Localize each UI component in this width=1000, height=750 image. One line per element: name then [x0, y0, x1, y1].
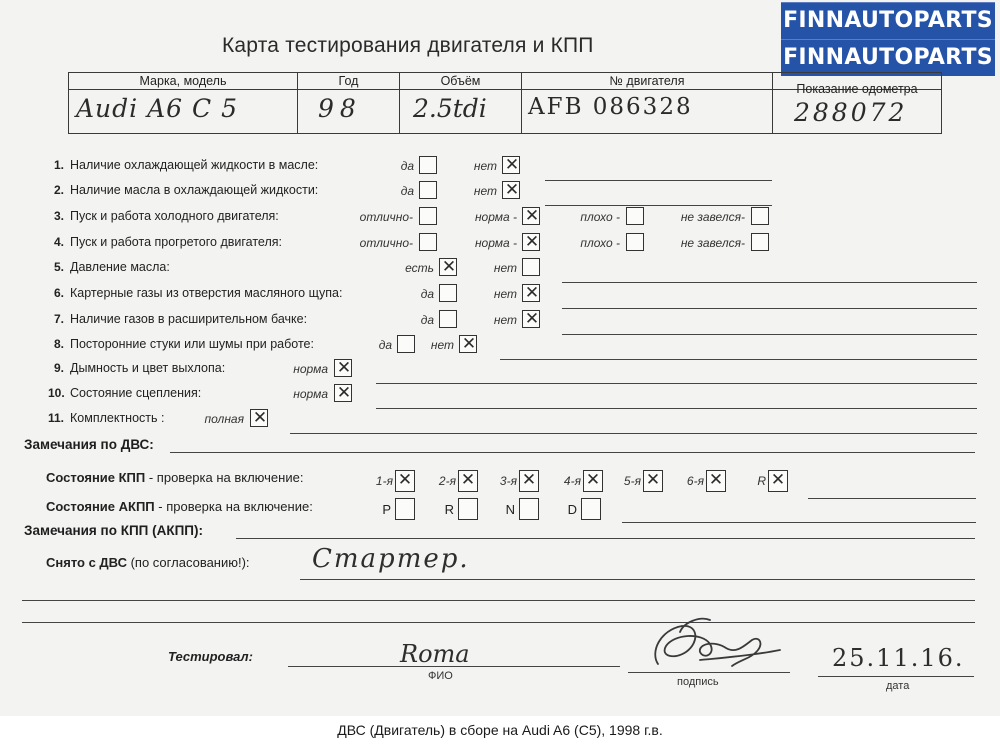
item-number: 3. — [53, 209, 64, 223]
removed-label — [46, 555, 250, 570]
gear-label: 1-я — [375, 474, 393, 488]
option-label: полная — [204, 412, 244, 426]
date-value: 25.11.16. — [832, 644, 965, 672]
watermark-logo: FINNAUTOPARTS — [781, 2, 995, 39]
answer-line — [562, 282, 977, 283]
akpp-line — [622, 522, 976, 523]
engine-value: AFB 086328 — [528, 94, 693, 120]
checkmark-icon: ✕ — [336, 383, 352, 403]
removed-label-rest: (по согласованию!): — [126, 555, 250, 570]
option-label: да — [400, 159, 414, 173]
option-label: есть — [405, 261, 434, 275]
photo-caption: ДВС (Двигатель) в сборе на Audi A6 (C5), 1998 г.в. — [337, 722, 663, 738]
option-label: да — [420, 287, 434, 301]
option-label: нет — [473, 184, 497, 198]
option-label: плохо - — [580, 210, 620, 224]
option-label: норма - — [474, 236, 517, 250]
item-number: 9. — [53, 361, 64, 375]
gear-checkbox[interactable] — [581, 498, 601, 520]
option-checkbox[interactable] — [522, 258, 540, 276]
option-label: не завелся- — [680, 210, 745, 224]
checkmark-icon: ✕ — [770, 470, 786, 490]
option-label: нет — [430, 338, 454, 352]
gear-label: 2-я — [438, 474, 456, 488]
item-label: Комплектность : — [70, 411, 165, 425]
fio-label: ФИО — [428, 670, 453, 682]
kpp-label — [46, 470, 303, 485]
option-checkbox[interactable] — [751, 233, 769, 251]
checkmark-icon: ✕ — [524, 206, 540, 226]
option-label: норма - — [474, 210, 517, 224]
kpp-remarks-label: Замечания по КПП (АКПП): — [24, 523, 203, 538]
answer-line — [290, 433, 977, 434]
signature-label: подпись — [677, 676, 719, 688]
year-value: 98 — [318, 94, 362, 123]
kpp-label-rest: - проверка на включение: — [145, 470, 304, 485]
checkmark-icon: ✕ — [524, 232, 540, 252]
make-label: Марка, модель — [139, 74, 227, 88]
answer-line — [545, 205, 772, 206]
option-label: нет — [473, 159, 497, 173]
option-label: норма — [293, 387, 328, 401]
item-number: 8. — [53, 337, 64, 351]
answer-line — [376, 408, 977, 409]
item-label: Картерные газы из отверстия масляного щупа: — [70, 286, 343, 300]
gear-label: 5-я — [623, 474, 641, 488]
checkmark-icon: ✕ — [397, 470, 413, 490]
engine-remarks-line — [170, 452, 975, 453]
item-number: 5. — [53, 260, 64, 274]
checkmark-icon: ✕ — [252, 408, 268, 428]
checkmark-icon: ✕ — [504, 155, 520, 175]
item-label: Дымность и цвет выхлопа: — [70, 361, 226, 375]
gear-label: 4-я — [563, 474, 581, 488]
option-label: отлично- — [359, 236, 413, 250]
kpp-label-bold: Состояние КПП — [46, 470, 146, 485]
checkmark-icon: ✕ — [585, 470, 601, 490]
item-label: Наличие охлаждающей жидкости в масле: — [70, 158, 319, 172]
watermark-logo-2: FINNAUTOPARTS — [781, 39, 995, 76]
checkmark-icon: ✕ — [524, 283, 540, 303]
checkmark-icon: ✕ — [336, 358, 352, 378]
gear-label: 6-я — [686, 474, 704, 488]
option-label: нет — [493, 313, 517, 327]
akpp-label-rest: - проверка на включение: — [154, 499, 313, 514]
option-checkbox[interactable] — [751, 207, 769, 225]
option-label: нет — [493, 261, 517, 275]
kpp-remarks-line — [236, 538, 975, 539]
answer-line — [500, 359, 977, 360]
option-label: отлично- — [359, 210, 413, 224]
card-title: Карта тестирования двигателя и КПП — [222, 34, 594, 57]
make-value: Audi A6 C 5 — [76, 94, 238, 123]
removed-value: Стартер. — [312, 544, 470, 574]
engine-label: № двигателя — [609, 74, 685, 88]
vehicle-header-table — [68, 72, 942, 134]
option-label: плохо - — [580, 236, 620, 250]
item-number: 1. — [53, 158, 64, 172]
item-label: Посторонние стуки или шумы при работе: — [70, 337, 314, 351]
option-label: не завелся- — [680, 236, 745, 250]
checkmark-icon: ✕ — [524, 309, 540, 329]
option-label: нет — [493, 287, 517, 301]
item-label: Пуск и работа прогретого двигателя: — [70, 235, 282, 249]
item-number: 11. — [48, 411, 65, 425]
option-checkbox[interactable] — [626, 207, 644, 225]
year-label: Год — [338, 74, 359, 88]
item-number: 10. — [48, 386, 65, 400]
akpp-label — [46, 499, 313, 514]
item-label: Пуск и работа холодного двигателя: — [70, 209, 279, 223]
odometer-value: 288072 — [794, 98, 908, 127]
checkmark-icon: ✕ — [461, 334, 477, 354]
removed-line — [300, 579, 975, 580]
tested-label: Тестировал: — [168, 649, 253, 664]
checkmark-icon: ✕ — [708, 470, 724, 490]
removed-label-bold: Снято с ДВС — [46, 555, 127, 570]
option-checkbox[interactable] — [626, 233, 644, 251]
akpp-label-bold: Состояние АКПП — [46, 499, 155, 514]
checkmark-icon: ✕ — [460, 470, 476, 490]
gear-label: D — [567, 502, 577, 517]
item-number: 4. — [53, 235, 64, 249]
answer-line — [376, 383, 977, 384]
kpp-line — [808, 498, 976, 499]
gear-label: P — [382, 502, 391, 517]
date-label: дата — [886, 680, 910, 692]
checkmark-icon: ✕ — [521, 470, 537, 490]
option-label: да — [378, 338, 392, 352]
checkmark-icon: ✕ — [504, 180, 520, 200]
item-label: Давление масла: — [70, 260, 170, 274]
fio-line — [288, 666, 620, 667]
item-label: Состояние сцепления: — [70, 386, 202, 400]
checkmark-icon: ✕ — [441, 257, 457, 277]
tester-value: Roma — [400, 640, 470, 668]
item-number: 2. — [53, 183, 64, 197]
gear-label: R — [757, 474, 766, 488]
gear-label: R — [444, 502, 454, 517]
volume-value: 2.5tdi — [413, 94, 487, 123]
answer-line — [545, 180, 772, 181]
checkmark-icon: ✕ — [645, 470, 661, 490]
blank-line-1 — [22, 600, 975, 601]
option-label: норма — [293, 362, 328, 376]
option-label: да — [420, 313, 434, 327]
volume-label: Объём — [440, 74, 481, 88]
blank-line-2 — [22, 622, 975, 623]
item-label: Наличие газов в расширительном бачке: — [70, 312, 308, 326]
item-number: 7. — [53, 312, 64, 326]
item-number: 6. — [53, 286, 64, 300]
option-label: да — [400, 184, 414, 198]
answer-line — [562, 334, 977, 335]
item-label: Наличие масла в охлаждающей жидкости: — [70, 183, 319, 197]
signature-line — [628, 672, 790, 673]
engine-remarks-label: Замечания по ДВС: — [24, 437, 154, 452]
gear-label: N — [505, 502, 515, 517]
odometer-label: Показание одометра — [796, 82, 918, 96]
date-line — [818, 676, 974, 677]
gear-label: 3-я — [499, 474, 517, 488]
answer-line — [562, 308, 977, 309]
